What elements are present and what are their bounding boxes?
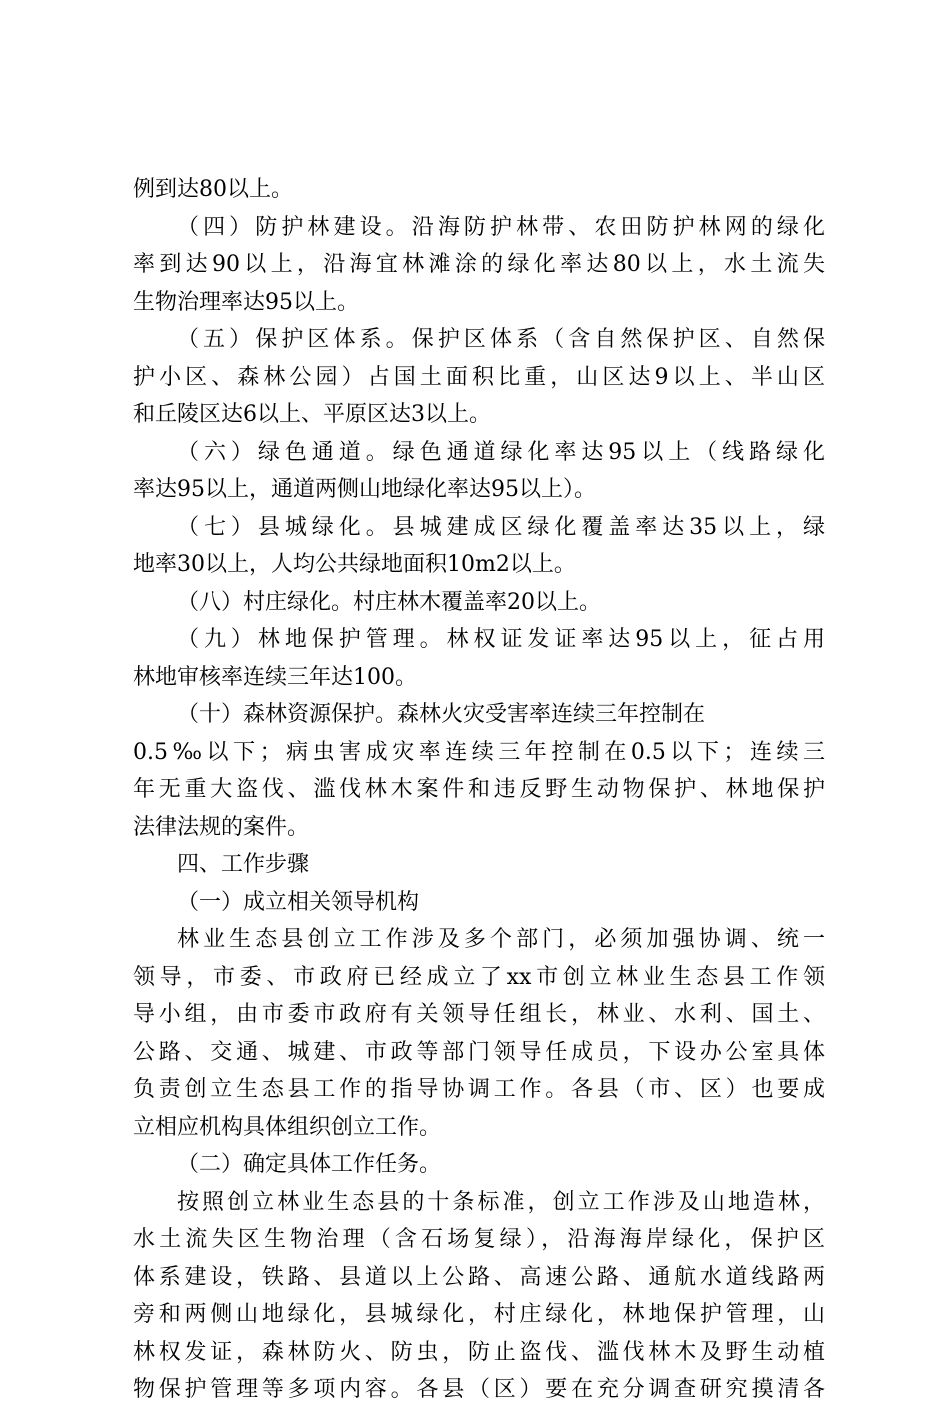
text-line: 和丘陵区达6以上、平原区达3以上。 xyxy=(133,402,491,427)
text-line: （五）保护区体系。保护区体系（含自然保护区、自然保 xyxy=(177,327,825,352)
text-line: 领导，市委、市政府已经成立了xx市创立林业生态县工作领 xyxy=(133,964,825,990)
text-line: 率到达90以上，沿海宜林滩涂的绿化率达80以上，水土流失 xyxy=(133,252,825,277)
text-line: （十）森林资源保护。森林火灾受害率连续三年控制在 xyxy=(177,702,706,727)
text-line: 物保护管理等多项内容。各县（区）要在充分调查研究摸清各 xyxy=(133,1377,825,1402)
text-line: （七）县城绿化。县城建成区绿化覆盖率达35以上，绿 xyxy=(177,514,825,540)
text-line: 四、工作步骤 xyxy=(177,852,310,877)
text-line: 护小区、森林公园）占国土面积比重，山区达9以上、半山区 xyxy=(133,364,825,390)
text-line: 地率30以上，人均公共绿地面积10m2以上。 xyxy=(133,552,576,577)
text-line: 林业生态县创立工作涉及多个部门，必须加强协调、统一 xyxy=(177,927,825,952)
text-line: 立相应机构具体组织创立工作。 xyxy=(133,1114,442,1140)
text-line: 率达95以上，通道两侧山地绿化率达95以上）。 xyxy=(133,477,596,502)
text-line: 公路、交通、城建、市政等部门领导任成员，下设办公室具体 xyxy=(133,1039,825,1065)
text-line: 0.5‰以下；病虫害成灾率连续三年控制在0.5以下；连续三 xyxy=(133,739,825,765)
text-line: 生物治理率达95以上。 xyxy=(133,289,359,315)
text-line: 林地审核率连续三年达100。 xyxy=(133,664,417,690)
text-line: 法律法规的案件。 xyxy=(133,814,310,840)
text-line: 年无重大盗伐、滥伐林木案件和违反野生动物保护、林地保护 xyxy=(133,777,825,802)
document-body xyxy=(133,171,825,1409)
text-line: （九）林地保护管理。林权证发证率达95以上，征占用 xyxy=(177,627,825,652)
text-line: 例到达80以上。 xyxy=(133,177,293,202)
text-line: 负责创立生态县工作的指导协调工作。各县（市、区）也要成 xyxy=(133,1077,825,1102)
text-line: （一）成立相关领导机构 xyxy=(177,889,420,915)
text-line: （八）村庄绿化。村庄林木覆盖率20以上。 xyxy=(177,589,601,615)
text-line: 体系建设，铁路、县道以上公路、高速公路、通航水道线路两 xyxy=(133,1264,825,1290)
text-line: 水土流失区生物治理（含石场复绿），沿海海岸绿化，保护区 xyxy=(133,1227,825,1252)
text-line: 林权发证，森林防火、防虫，防止盗伐、滥伐林木及野生动植 xyxy=(133,1339,825,1365)
text-line: （六）绿色通道。绿色通道绿化率达95以上（线路绿化 xyxy=(177,439,825,465)
text-line: （四）防护林建设。沿海防护林带、农田防护林网的绿化 xyxy=(177,214,825,240)
text-line: （二）确定具体工作任务。 xyxy=(177,1152,442,1177)
text-line: 旁和两侧山地绿化，县城绿化，村庄绿化，林地保护管理，山 xyxy=(133,1302,825,1327)
text-line: 按照创立林业生态县的十条标准，创立工作涉及山地造林， xyxy=(177,1189,825,1215)
text-line: 导小组，由市委市政府有关领导任组长，林业、水利、国土、 xyxy=(133,1002,825,1027)
